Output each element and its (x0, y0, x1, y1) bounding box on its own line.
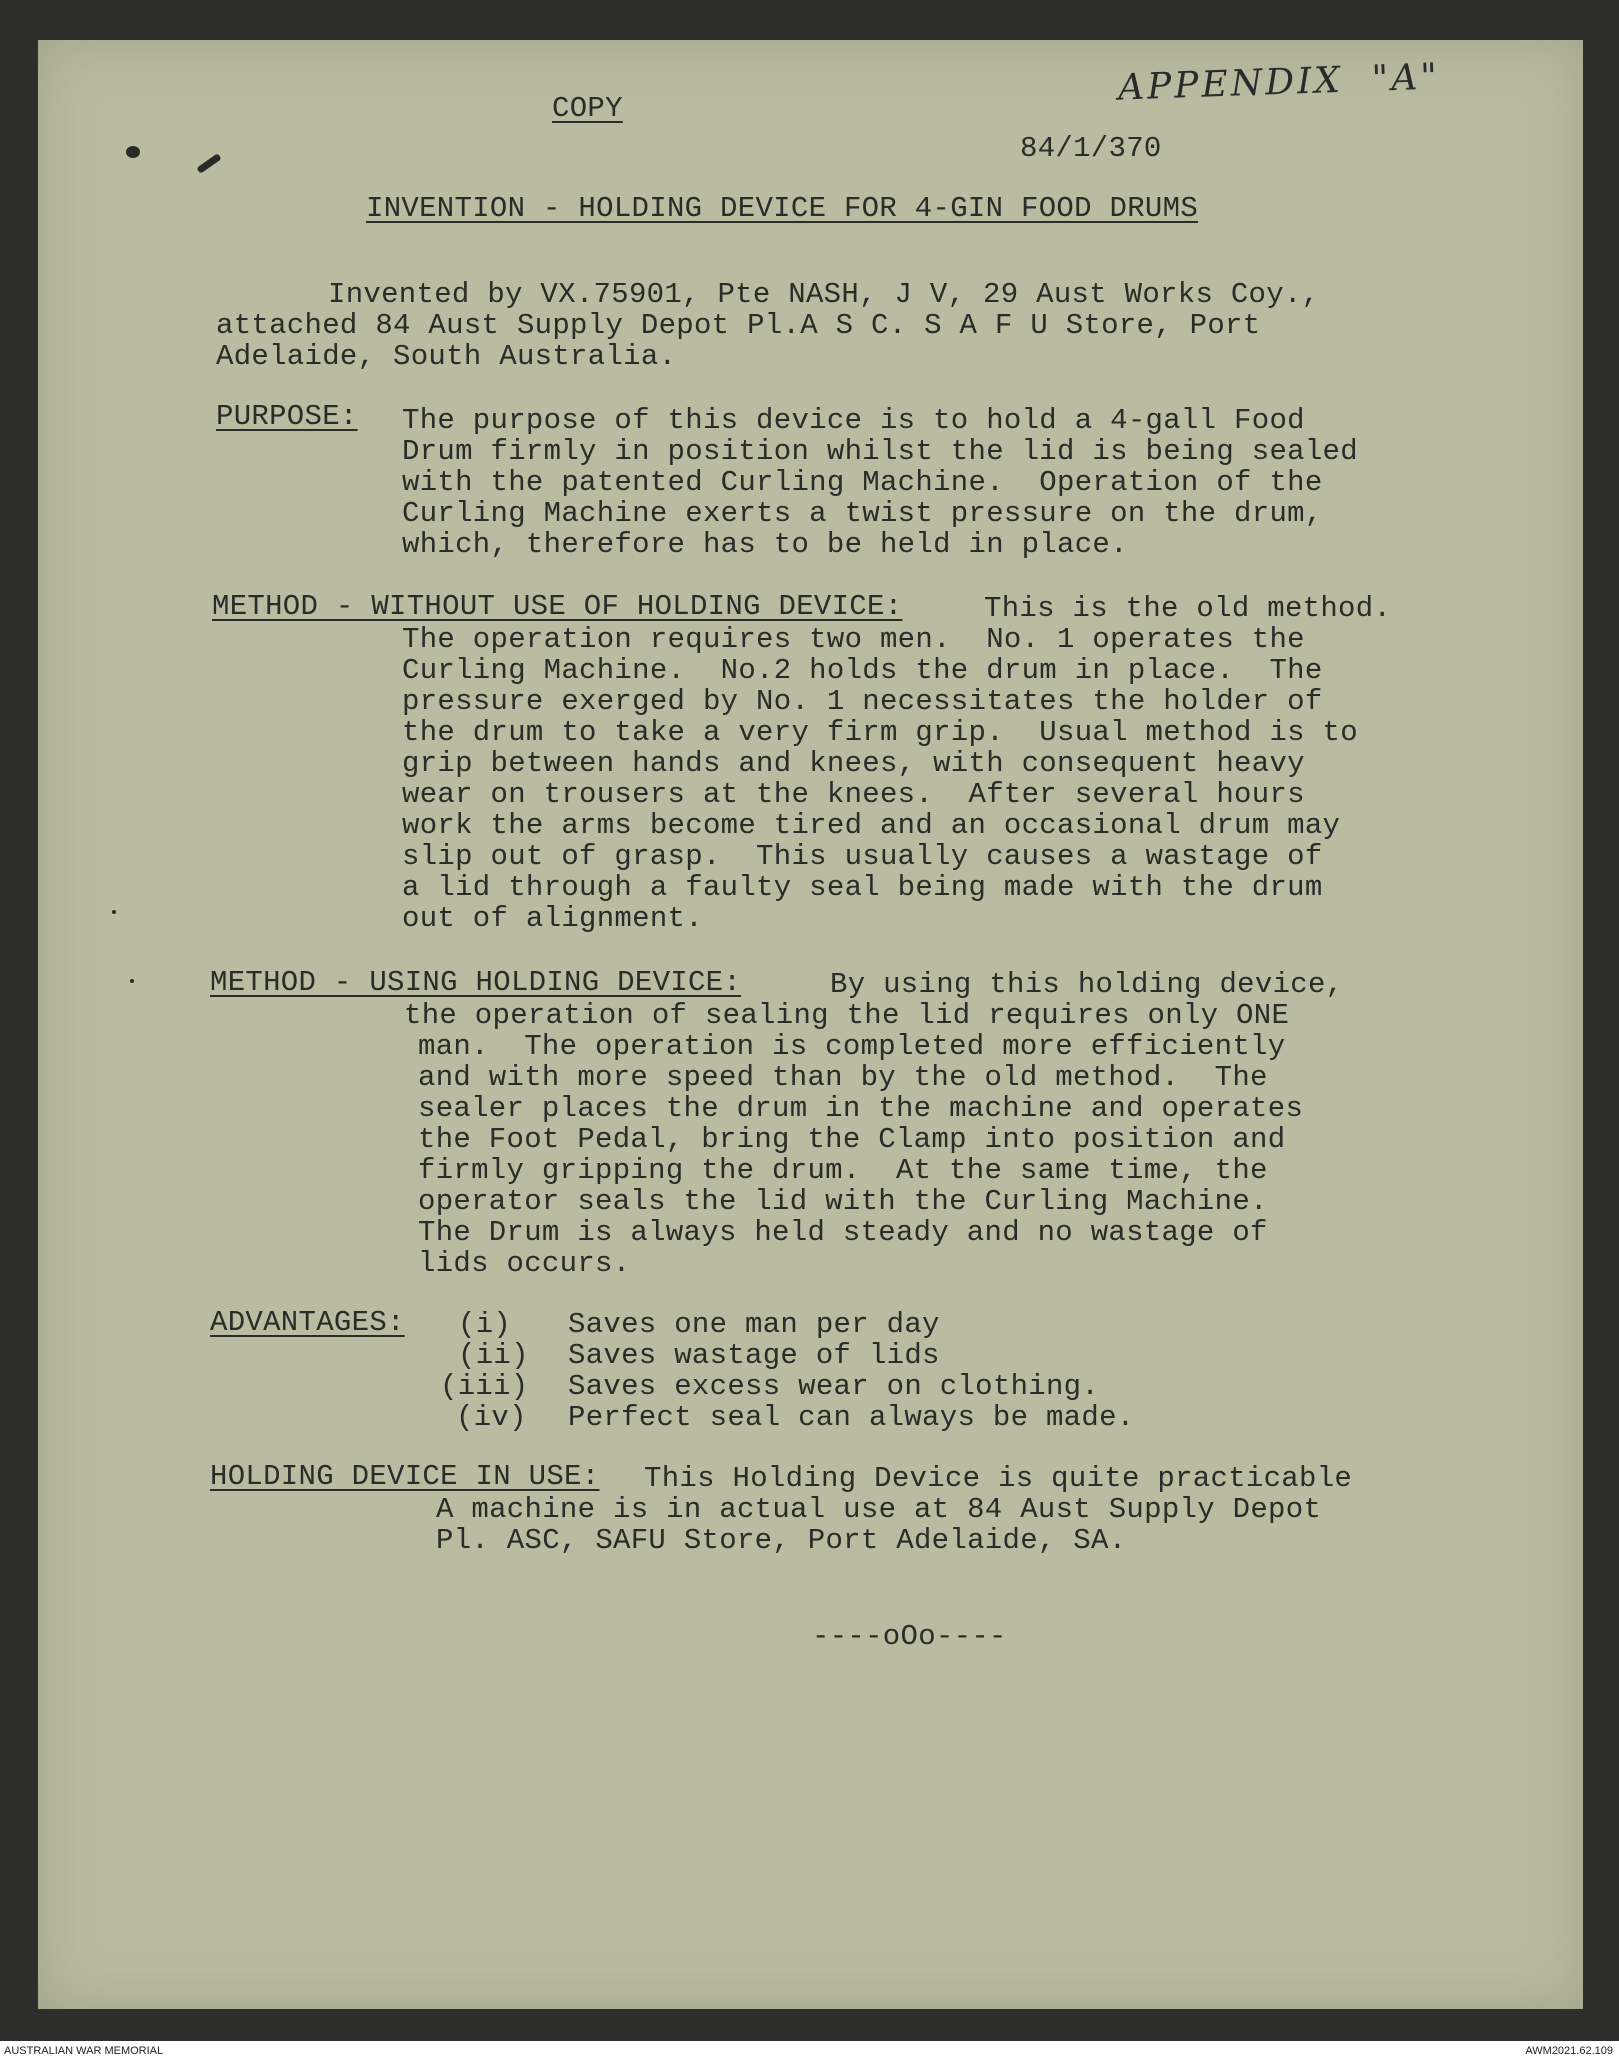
intro-line: attached 84 Aust Supply Depot Pl.A S C. S A F U Store, Port (216, 309, 1261, 342)
end-mark: ----oOo---- (812, 1620, 1007, 1653)
advantage-number: (ii) (458, 1339, 529, 1372)
advantage-number: (iv) (456, 1401, 527, 1434)
purpose-line: Curling Machine exerts a twist pressure on the drum, (402, 497, 1323, 530)
method-without-heading: METHOD - WITHOUT USE OF HOLDING DEVICE: (212, 590, 903, 623)
method-without-line: Curling Machine. No.2 holds the drum in place. The (402, 654, 1323, 687)
purpose-heading: PURPOSE: (216, 400, 358, 433)
method-without-line: pressure exerged by No. 1 necessitates the holder of (402, 685, 1323, 718)
method-without-line: out of alignment. (402, 902, 703, 935)
in-use-line: Pl. ASC, SAFU Store, Port Adelaide, SA. (436, 1524, 1127, 1557)
purpose-line: The purpose of this device is to hold a 4-gall Food (402, 404, 1305, 437)
advantage-number: (iii) (440, 1370, 529, 1403)
intro-line: Adelaide, South Australia. (216, 340, 677, 373)
ink-speck (112, 910, 116, 914)
footer-institution: AUSTRALIAN WAR MEMORIAL (4, 2045, 164, 2057)
method-without-line: wear on trousers at the knees. After several hours (402, 778, 1305, 811)
method-using-line: the operation of sealing the lid requires only ONE (404, 999, 1290, 1032)
in-use-first-line: This Holding Device is quite practicable (644, 1462, 1353, 1495)
copy-label: COPY (552, 92, 623, 125)
method-using-line: the Foot Pedal, bring the Clamp into position and (418, 1123, 1286, 1156)
method-without-line: grip between hands and knees, with consequent heavy (402, 747, 1305, 780)
intro-line: Invented by VX.75901, Pte NASH, J V, 29 Aust Works Coy., (328, 278, 1320, 311)
purpose-line: with the patented Curling Machine. Operation of the (402, 466, 1323, 499)
method-using-line: lids occurs. (418, 1247, 631, 1280)
advantage-text: Saves wastage of lids (568, 1339, 940, 1372)
archive-footer (0, 2041, 1619, 2061)
method-without-line: work the arms become tired and an occasional drum may (402, 809, 1341, 842)
appendix-handwritten-note: APPENDIX "A" (1117, 56, 1441, 109)
method-using-line: and with more speed than by the old method. The (418, 1061, 1268, 1094)
advantage-text: Saves excess wear on clothing. (568, 1370, 1100, 1403)
advantage-text: Perfect seal can always be made. (568, 1401, 1135, 1434)
advantages-heading: ADVANTAGES: (210, 1306, 405, 1339)
file-reference: 84/1/370 (1020, 132, 1162, 165)
method-using-first-line: By using this holding device, (830, 968, 1344, 1001)
method-using-line: man. The operation is completed more efficiently (418, 1030, 1286, 1063)
ink-speck (126, 146, 140, 158)
method-without-line: a lid through a faulty seal being made with the drum (402, 871, 1323, 904)
purpose-line: which, therefore has to be held in place. (402, 528, 1128, 561)
in-use-line: A machine is in actual use at 84 Aust Supply Depot (436, 1493, 1322, 1526)
method-without-line: The operation requires two men. No. 1 operates the (402, 623, 1305, 656)
document-title: INVENTION - HOLDING DEVICE FOR 4-GIN FOOD DRUMS (366, 192, 1199, 225)
method-without-first-line: This is the old method. (984, 592, 1392, 625)
advantage-text: Saves one man per day (568, 1308, 940, 1341)
method-using-heading: METHOD - USING HOLDING DEVICE: (210, 966, 742, 999)
footer-accession-number: AWM2021.62.109 (1525, 2045, 1613, 2057)
method-using-line: sealer places the drum in the machine and operates (418, 1092, 1304, 1125)
purpose-line: Drum firmly in position whilst the lid is being sealed (402, 435, 1358, 468)
method-without-line: slip out of grasp. This usually causes a wastage of (402, 840, 1323, 873)
method-using-line: operator seals the lid with the Curling Machine. (418, 1185, 1268, 1218)
advantage-number: (i) (458, 1308, 512, 1341)
ink-speck (130, 979, 134, 983)
method-without-line: the drum to take a very firm grip. Usual method is to (402, 716, 1358, 749)
method-using-line: firmly gripping the drum. At the same time, the (418, 1154, 1268, 1187)
method-using-line: The Drum is always held steady and no wastage of (418, 1216, 1268, 1249)
in-use-heading: HOLDING DEVICE IN USE: (210, 1460, 600, 1493)
